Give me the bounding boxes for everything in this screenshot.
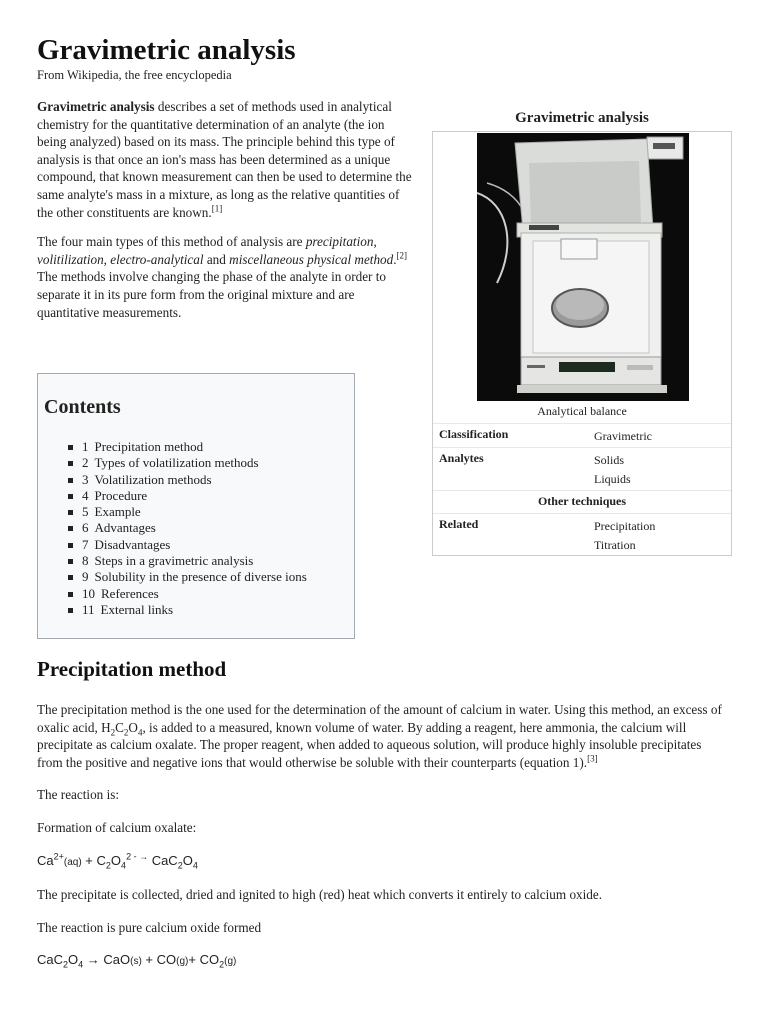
toc-number: 3 [82, 471, 89, 487]
italic-term: miscellaneous physical method [229, 251, 394, 267]
eq-state: (s) [130, 956, 142, 968]
infobox-value[interactable]: Gravimetric [594, 429, 652, 443]
toc-link[interactable]: Procedure [94, 487, 148, 503]
eq-sub: 4 [121, 860, 127, 871]
toc-link[interactable]: Precipitation method [94, 439, 204, 454]
toc-link[interactable]: Example [94, 504, 141, 520]
toc-link[interactable]: External links [100, 601, 174, 617]
toc-number: 4 [82, 487, 89, 503]
eq-text: O [182, 852, 193, 868]
analyte-liquids: Liquids [594, 472, 631, 486]
toc-number: 7 [82, 536, 89, 552]
infobox-label: Classification [439, 427, 509, 441]
eq-text: + C [81, 852, 106, 868]
toc-number: 9 [82, 569, 89, 585]
toc-link[interactable]: Steps in a gravimetric analysis [94, 553, 254, 569]
subscript: 2 [123, 727, 129, 738]
toc-item[interactable] [68, 553, 307, 569]
analytical-balance-image[interactable] [477, 133, 689, 401]
infobox-label: Related [439, 517, 479, 531]
toc-item[interactable] [68, 488, 307, 504]
eq-text: + CO [141, 952, 177, 968]
eq-text: + CO [188, 952, 220, 968]
page-subtitle: From Wikipedia, the free encyclopedia [37, 68, 232, 82]
body-text: The precipitation method is the one used for the determination of the amount of calcium in water. Using this method, an excess of oxalic acid, H [37, 702, 722, 735]
eq-sub: 4 [78, 959, 84, 970]
equation-2 [37, 951, 727, 971]
reference-link[interactable]: [1] [211, 203, 223, 214]
toc-list [68, 439, 307, 618]
table-of-contents [37, 373, 355, 639]
subscript: 2 [110, 727, 116, 738]
intro [37, 98, 417, 333]
eq-text: CaC [37, 952, 64, 968]
toc-item[interactable] [68, 504, 307, 520]
toc-item[interactable] [68, 537, 307, 553]
infobox-row-classification [433, 423, 731, 448]
toc-number: 10 [82, 585, 95, 601]
toc-item[interactable] [68, 602, 307, 618]
separator: and [203, 251, 230, 267]
infobox-value [594, 517, 655, 555]
eq-state: (aq) [63, 856, 82, 868]
toc-link[interactable]: Types of volatilization methods [94, 455, 259, 471]
toc-number: 5 [82, 504, 89, 520]
toc-item[interactable] [68, 520, 307, 536]
toc-item[interactable] [68, 472, 307, 488]
related-link[interactable]: Titration [594, 538, 636, 552]
image-caption: Analytical balance [537, 404, 627, 418]
intro-text: The four main types of this method of analysis are [37, 234, 306, 250]
arrow-icon: → [83, 952, 104, 968]
infobox-row-analytes [433, 447, 731, 491]
infobox [432, 131, 732, 556]
intro-paragraph-2 [37, 233, 417, 321]
eq-text: Ca [37, 852, 54, 868]
section-paragraph-1 [37, 701, 727, 771]
section-body [37, 701, 727, 986]
section-heading: Precipitation method [37, 657, 227, 681]
toc-link[interactable]: Volatilization methods [94, 471, 212, 487]
toc-title: Contents [44, 396, 121, 418]
collected-text: The precipitate is collected, dried and ignited to high (red) heat which converts it entirely to calcium oxide. [37, 887, 603, 903]
eq-state: (g) [176, 956, 189, 968]
eq-sup: 2+ [53, 851, 64, 862]
page-title: Gravimetric analysis [37, 34, 296, 66]
subscript: 4 [137, 727, 143, 738]
infobox-row-related [433, 513, 731, 557]
eq-text: CaO [103, 952, 131, 968]
reference-link[interactable]: [3] [587, 753, 598, 764]
related-link[interactable]: Precipitation [594, 519, 656, 533]
intro-bold-term: Gravimetric analysis [37, 99, 155, 114]
eq-sub: 4 [192, 860, 198, 871]
reaction-pure-text: The reaction is pure calcium oxide formed [37, 919, 262, 935]
eq-text: O [68, 952, 79, 968]
eq-text: O [110, 852, 122, 868]
toc-link[interactable]: Solubility in the presence of diverse ions [94, 569, 307, 585]
italic-term: volitilization [37, 251, 104, 267]
infobox-row-other-techniques [433, 490, 731, 514]
toc-number: 11 [82, 601, 95, 617]
intro-text: The methods involve changing the phase of the analyte in order to separate it in its pure form from the original mixture and are quantitative measurements. [37, 269, 386, 320]
italic-term: precipitation [305, 234, 374, 250]
toc-link[interactable]: Disadvantages [94, 536, 171, 552]
italic-term: electro-analytical [110, 251, 204, 267]
analyte-solids: Solids [594, 453, 625, 467]
analytical-balance-picture [477, 133, 689, 401]
toc-number: 1 [82, 439, 89, 454]
infobox-value [594, 451, 631, 489]
arrow-icon: → [139, 851, 149, 862]
infobox-caption: Gravimetric analysis [515, 110, 649, 126]
toc-item[interactable] [68, 455, 307, 471]
toc-number: 8 [82, 553, 89, 569]
formation-text: Formation of calcium oxalate: [37, 819, 197, 835]
toc-item[interactable] [68, 439, 307, 455]
body-text: O [128, 719, 138, 735]
toc-item[interactable] [68, 569, 307, 585]
toc-number: 6 [82, 520, 89, 536]
infobox-label: Analytes [439, 451, 484, 465]
eq-text: CaC [148, 852, 178, 868]
toc-item[interactable] [68, 586, 307, 602]
eq-sub: 2 [105, 860, 111, 871]
reference-link[interactable]: [2] [396, 250, 408, 261]
separator: , [373, 234, 377, 250]
body-text: C [115, 719, 124, 735]
toc-number: 2 [82, 455, 89, 471]
intro-text: describes a set of methods used in analytical chemistry for the quantitative determination of an analyte (the ion being analyzed) based on its mass. The principle behind this type of analysis is that once an ion's mass has been determined as a unique compound, that known measurement can then be used to determine the same analyte's mass in a mixture, as long as the relative quantities of the other constituents are known. [37, 99, 412, 220]
separator: . [393, 251, 397, 267]
eq-sub: 2 [63, 959, 69, 970]
toc-link[interactable]: Advantages [94, 520, 156, 536]
reaction-is-text: The reaction is: [37, 787, 120, 803]
eq-sub: 2 [219, 959, 225, 970]
intro-paragraph-1 [37, 98, 417, 221]
infobox-subheader: Other techniques [537, 494, 627, 508]
eq-sub: 2 [177, 860, 183, 871]
eq-state: (g) [224, 956, 237, 968]
separator: , [103, 251, 111, 267]
toc-link[interactable]: References [101, 585, 159, 601]
equation-1 [37, 852, 727, 872]
body-text: , is added to a measured, known volume of water. By adding a reagent, here ammonia, the calcium will precipitate as calcium oxalate. The proper reagent, when added to aqueous solution, will produce highly insoluble precipitates from the positive and negative ions that would otherwise be soluble with their counterparts (equation 1). [37, 719, 702, 770]
eq-sup: 2 - [126, 851, 140, 862]
